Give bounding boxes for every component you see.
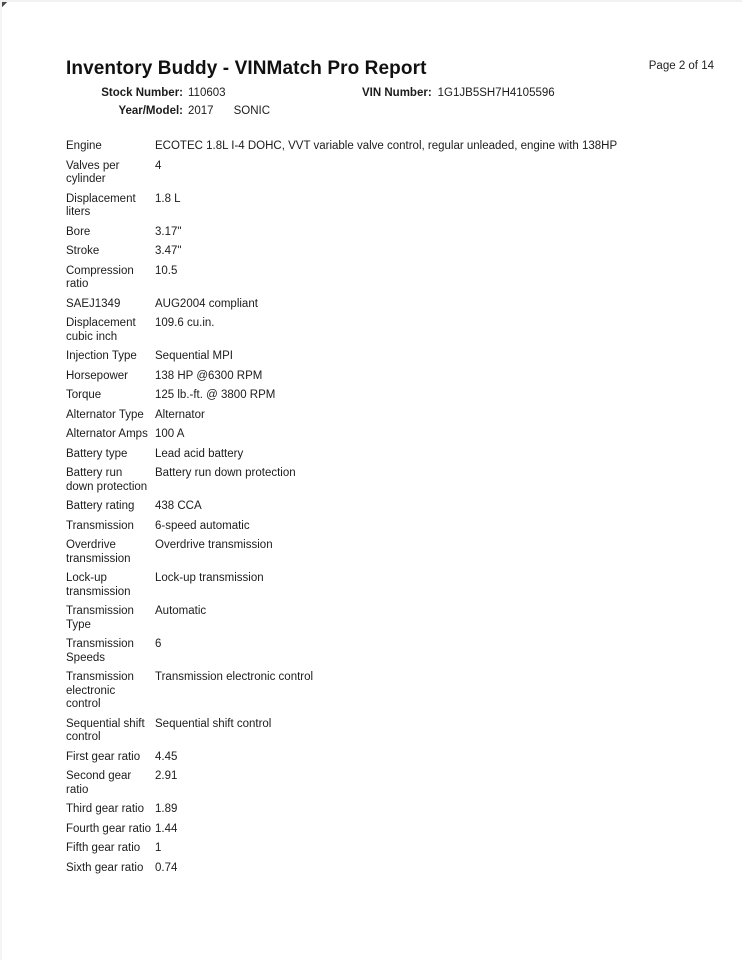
year-value: 2017 bbox=[188, 105, 214, 117]
engine-spec-table bbox=[66, 140, 714, 875]
spec-value: 3.47" bbox=[155, 245, 182, 257]
spec-row bbox=[66, 317, 714, 344]
page-edge-top bbox=[0, 0, 742, 2]
spec-label: Battery run down protection bbox=[66, 467, 148, 493]
spec-row bbox=[66, 226, 714, 240]
spec-value: 0.74 bbox=[155, 861, 178, 874]
spec-value: 125 lb.-ft. @ 3800 RPM bbox=[155, 389, 276, 401]
spec-value: 1 bbox=[155, 842, 162, 854]
spec-value: Alternator bbox=[155, 408, 205, 421]
spec-label: Displacement liters bbox=[66, 192, 136, 218]
spec-row bbox=[66, 751, 714, 765]
spec-row bbox=[66, 520, 714, 534]
spec-label: Second gear ratio bbox=[66, 770, 132, 796]
spec-row bbox=[66, 770, 714, 797]
spec-row bbox=[66, 428, 714, 442]
spec-value: Battery run down protection bbox=[155, 467, 296, 479]
page-indicator: Page 2 of 14 bbox=[648, 60, 714, 72]
stock-number-label: Stock Number: bbox=[101, 87, 183, 99]
model-value: SONIC bbox=[233, 105, 271, 117]
spec-label: Transmission Speeds bbox=[66, 638, 134, 664]
year-model-label: Year/Model: bbox=[118, 105, 183, 117]
spec-label: Fourth gear ratio bbox=[66, 822, 152, 835]
spec-value: 1.44 bbox=[155, 822, 178, 835]
spec-label: Transmission Type bbox=[66, 605, 134, 631]
spec-value: 1.8 L bbox=[155, 192, 181, 205]
meta-row-stock bbox=[66, 86, 714, 100]
spec-value: Overdrive transmission bbox=[155, 539, 273, 551]
spec-row bbox=[66, 389, 714, 403]
spec-value: 438 CCA bbox=[155, 500, 202, 512]
spec-row bbox=[66, 500, 714, 514]
spec-row bbox=[66, 467, 714, 494]
spec-row bbox=[66, 160, 714, 187]
report-header bbox=[66, 58, 714, 80]
spec-value: 6 bbox=[155, 638, 162, 650]
spec-row bbox=[66, 862, 714, 876]
spec-label: Battery rating bbox=[66, 500, 135, 512]
spec-label: Sequential shift control bbox=[66, 717, 145, 743]
page-edge-left bbox=[0, 0, 2, 960]
spec-label: Alternator Type bbox=[66, 408, 144, 421]
page-title: Inventory Buddy - VINMatch Pro Report bbox=[66, 58, 427, 79]
spec-value: 4.45 bbox=[155, 750, 178, 763]
spec-label: Fifth gear ratio bbox=[66, 842, 141, 854]
spec-label: Engine bbox=[66, 140, 102, 152]
spec-row bbox=[66, 370, 714, 384]
spec-label: Valves per cylinder bbox=[66, 159, 120, 185]
spec-value: 109.6 cu.in. bbox=[155, 317, 215, 329]
spec-row bbox=[66, 572, 714, 599]
spec-value: 6-speed automatic bbox=[155, 519, 250, 532]
spec-label: Bore bbox=[66, 225, 91, 238]
spec-label: Displacement cubic inch bbox=[66, 317, 136, 343]
spec-row bbox=[66, 671, 714, 712]
spec-value: 1.89 bbox=[155, 803, 178, 815]
spec-row bbox=[66, 539, 714, 566]
spec-row bbox=[66, 265, 714, 292]
spec-label: First gear ratio bbox=[66, 750, 141, 763]
spec-row bbox=[66, 638, 714, 665]
spec-label: SAEJ1349 bbox=[66, 297, 121, 310]
spec-value: ECOTEC 1.8L I-4 DOHC, VVT variable valve control, regular unleaded, engine with 138HP bbox=[155, 140, 618, 152]
spec-value: Lead acid battery bbox=[155, 447, 244, 460]
spec-value: Sequential MPI bbox=[155, 350, 233, 362]
spec-value: Sequential shift control bbox=[155, 717, 272, 730]
spec-row bbox=[66, 245, 714, 259]
spec-value: 100 A bbox=[155, 428, 185, 440]
vin-number-value: 1G1JB5SH7H4105596 bbox=[437, 87, 555, 99]
spec-row bbox=[66, 823, 714, 837]
spec-row bbox=[66, 298, 714, 312]
spec-value: 3.17" bbox=[155, 225, 182, 238]
spec-value: Automatic bbox=[155, 605, 207, 617]
vin-group bbox=[362, 86, 555, 100]
meta-row-year-model bbox=[66, 104, 714, 118]
vin-number-label: VIN Number: bbox=[362, 87, 432, 99]
spec-label: Transmission electronic control bbox=[66, 671, 134, 710]
spec-label: Battery type bbox=[66, 447, 128, 460]
spec-row bbox=[66, 350, 714, 364]
spec-row bbox=[66, 718, 714, 745]
spec-label: Injection Type bbox=[66, 350, 137, 362]
spec-value: Lock-up transmission bbox=[155, 572, 264, 584]
spec-label: Compression ratio bbox=[66, 264, 134, 290]
spec-label: Torque bbox=[66, 389, 102, 401]
spec-value: 2.91 bbox=[155, 770, 178, 782]
spec-row bbox=[66, 605, 714, 632]
spec-row bbox=[66, 842, 714, 856]
spec-label: Lock-up transmission bbox=[66, 572, 131, 598]
spec-row bbox=[66, 803, 714, 817]
spec-row bbox=[66, 140, 714, 154]
spec-label: Alternator Amps bbox=[66, 428, 148, 440]
spec-label: Overdrive transmission bbox=[66, 539, 131, 565]
stock-number-value: 110603 bbox=[188, 87, 226, 99]
spec-label: Sixth gear ratio bbox=[66, 861, 144, 874]
spec-label: Stroke bbox=[66, 245, 100, 257]
spec-label: Third gear ratio bbox=[66, 803, 144, 815]
spec-value: 4 bbox=[155, 159, 162, 172]
spec-label: Transmission bbox=[66, 519, 134, 532]
spec-value: AUG2004 compliant bbox=[155, 297, 258, 310]
spec-row bbox=[66, 409, 714, 423]
spec-value: 138 HP @6300 RPM bbox=[155, 369, 263, 382]
report-page bbox=[66, 58, 714, 881]
spec-value: Transmission electronic control bbox=[155, 671, 314, 683]
spec-row bbox=[66, 193, 714, 220]
vehicle-meta bbox=[66, 86, 714, 118]
spec-value: 10.5 bbox=[155, 264, 178, 277]
spec-label: Horsepower bbox=[66, 369, 128, 382]
spec-row bbox=[66, 448, 714, 462]
